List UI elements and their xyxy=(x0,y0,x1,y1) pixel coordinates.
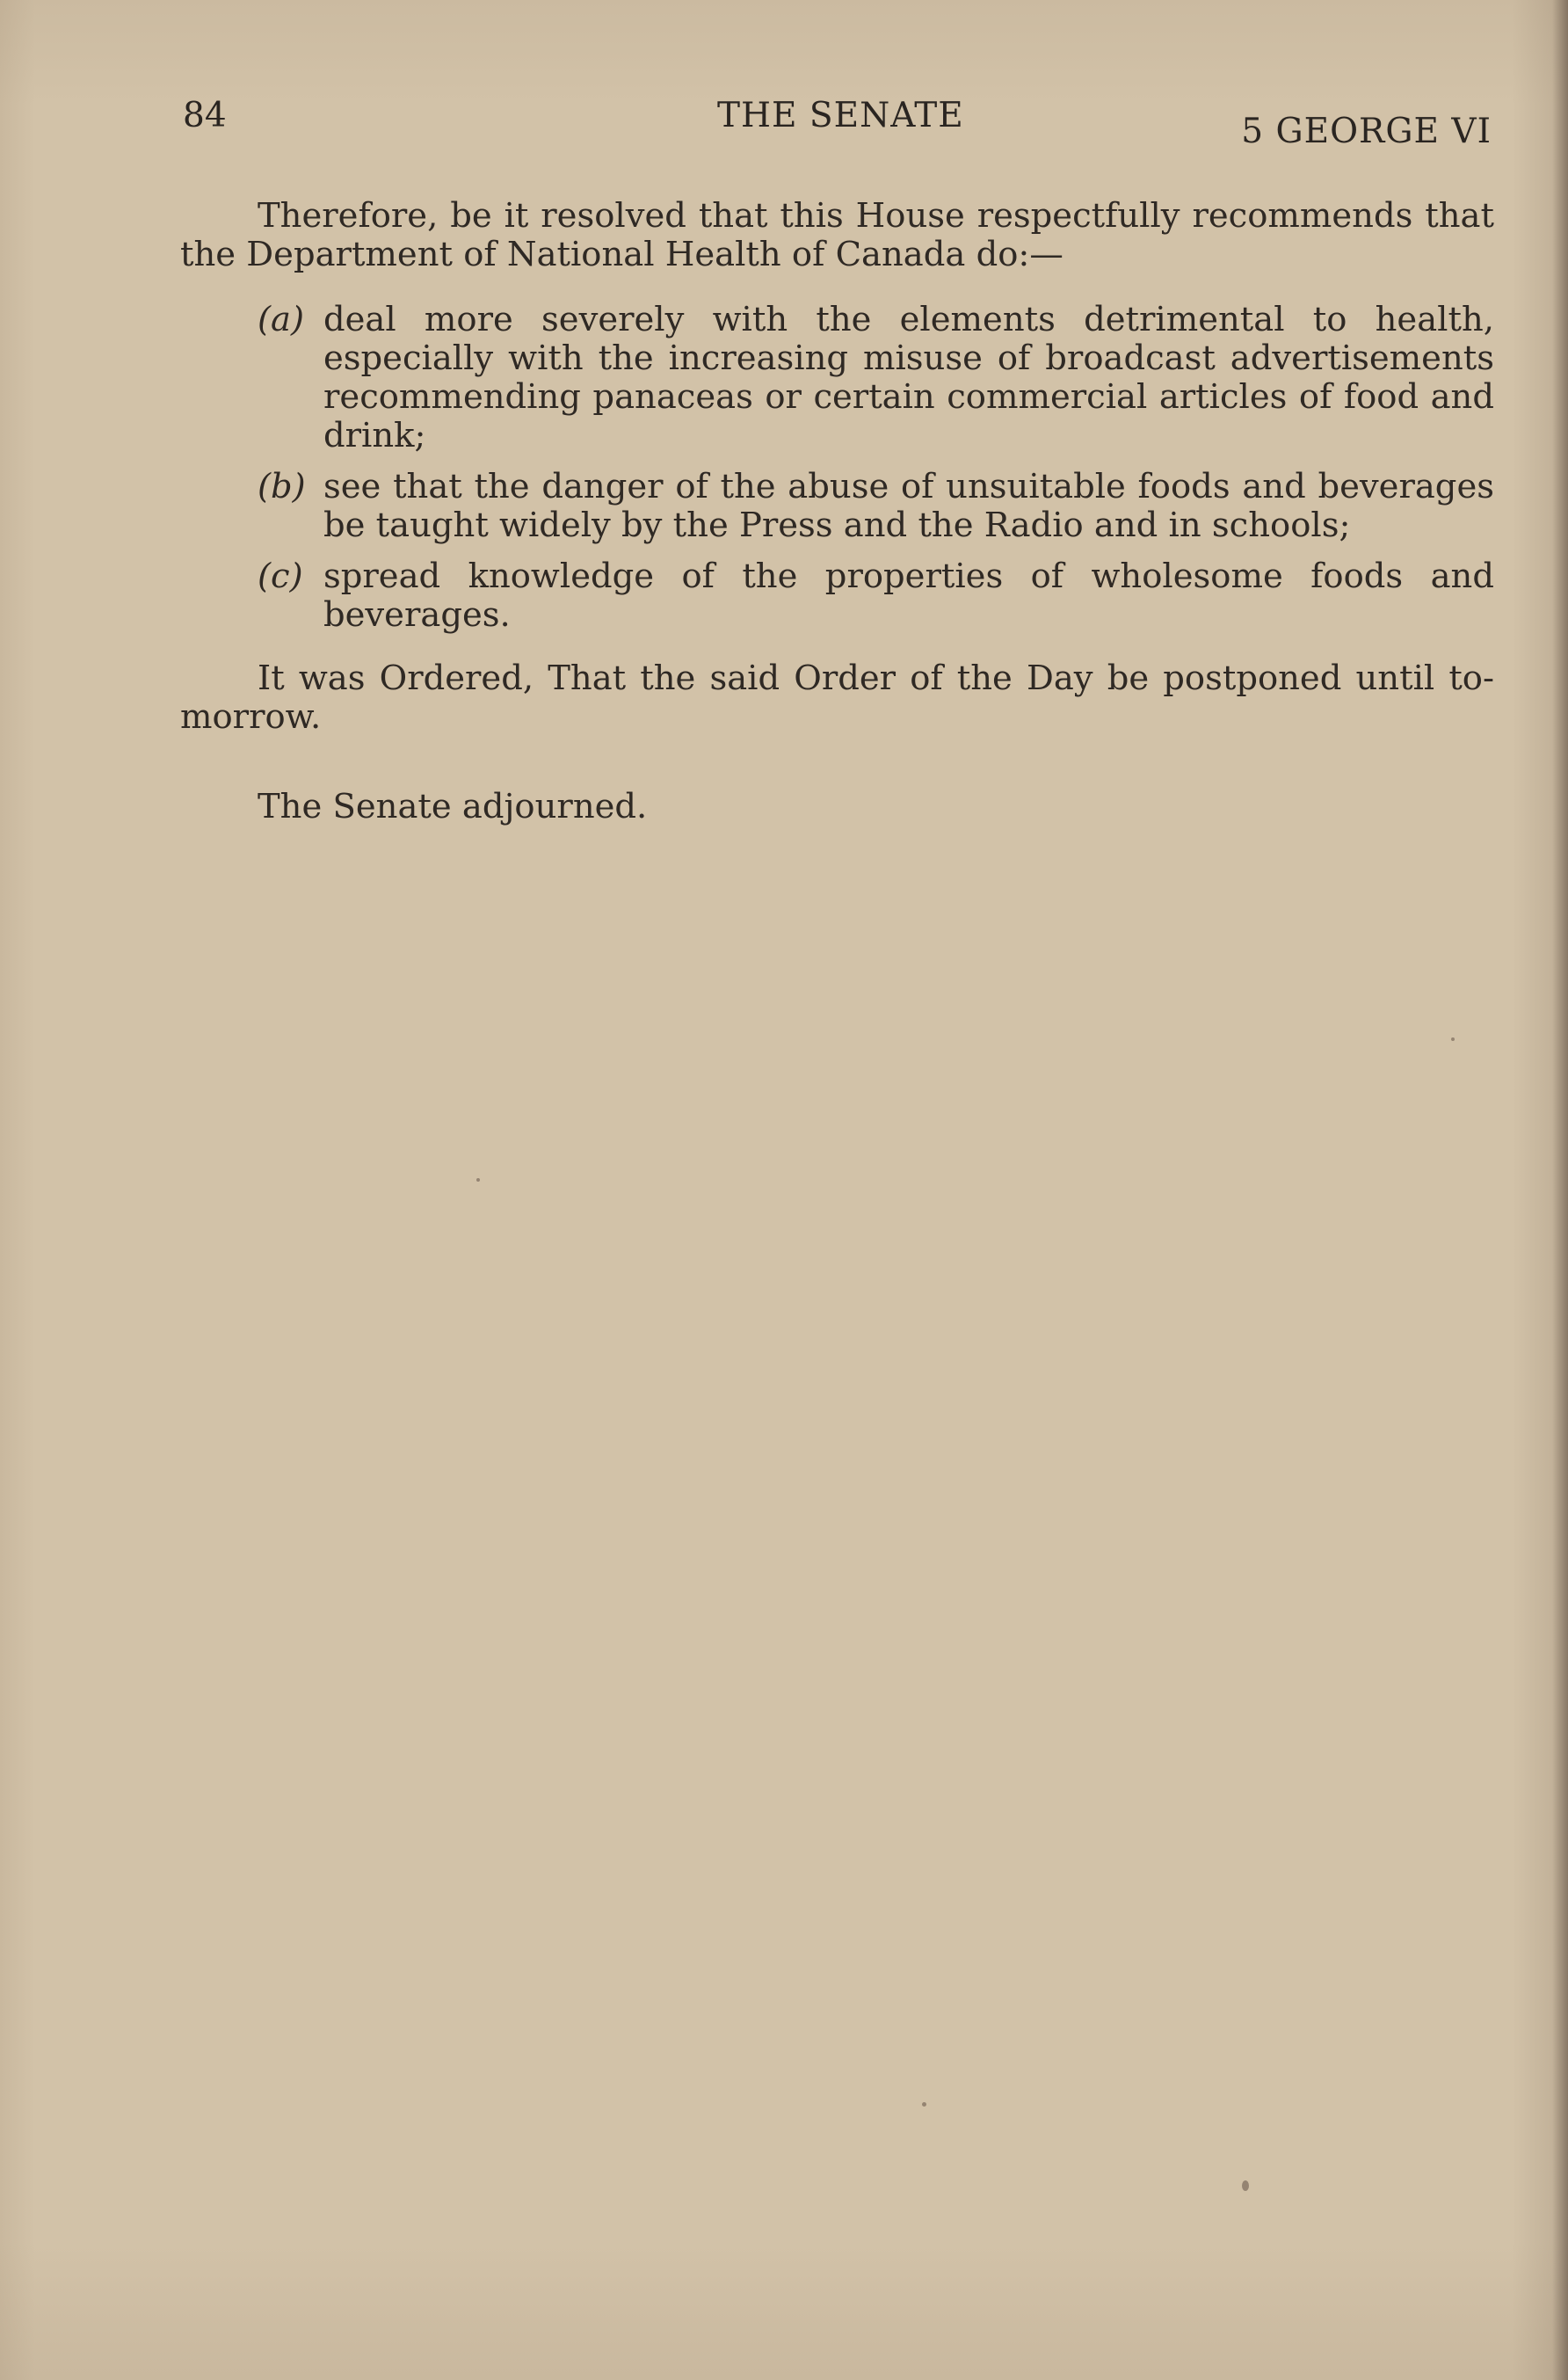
list-item xyxy=(180,557,1494,635)
list-item-text: spread knowledge of the properties of wholesome foods and beverages. xyxy=(323,557,1494,635)
paper-speck xyxy=(922,2102,926,2107)
page-edge-shadow xyxy=(1552,0,1568,2380)
list-item-label xyxy=(180,557,323,596)
list-item-label-text: (a) xyxy=(258,300,304,339)
list-item xyxy=(180,301,1494,455)
resolution-intro: Therefore, be it resolved that this House respectfully recommends that the Department of National Health of Canada do:— xyxy=(180,196,1494,274)
list-item-label-text: (c) xyxy=(258,557,303,596)
resolution-list xyxy=(180,301,1494,635)
ordered-paragraph: It was Ordered, That the said Order of the Day be postponed until to-morrow. xyxy=(180,659,1494,737)
list-item-text: deal more severely with the elements detrimental to health, especially with the increasing misuse of broadcast advertisements recommending panaceas or certain commercial articles of food and drink; xyxy=(323,300,1494,455)
list-item xyxy=(180,468,1494,545)
list-item-label xyxy=(180,468,323,506)
running-head-title: THE SENATE xyxy=(717,96,964,135)
regnal-year: 5 GEORGE VI xyxy=(1241,112,1492,151)
list-item-text: see that the danger of the abuse of unsuitable foods and beverages be taught widely by the Press and the Radio and in schools; xyxy=(323,467,1494,545)
paper-speck xyxy=(1242,2180,1249,2191)
document-body xyxy=(180,197,1494,826)
list-item-label-text: (b) xyxy=(258,467,306,506)
running-head xyxy=(183,90,1501,151)
list-item-label xyxy=(180,301,323,339)
adjourned-line: The Senate adjourned. xyxy=(258,787,648,826)
page-number: 84 xyxy=(183,96,227,135)
paper-speck xyxy=(476,1178,480,1182)
paper-speck xyxy=(1451,1037,1455,1041)
